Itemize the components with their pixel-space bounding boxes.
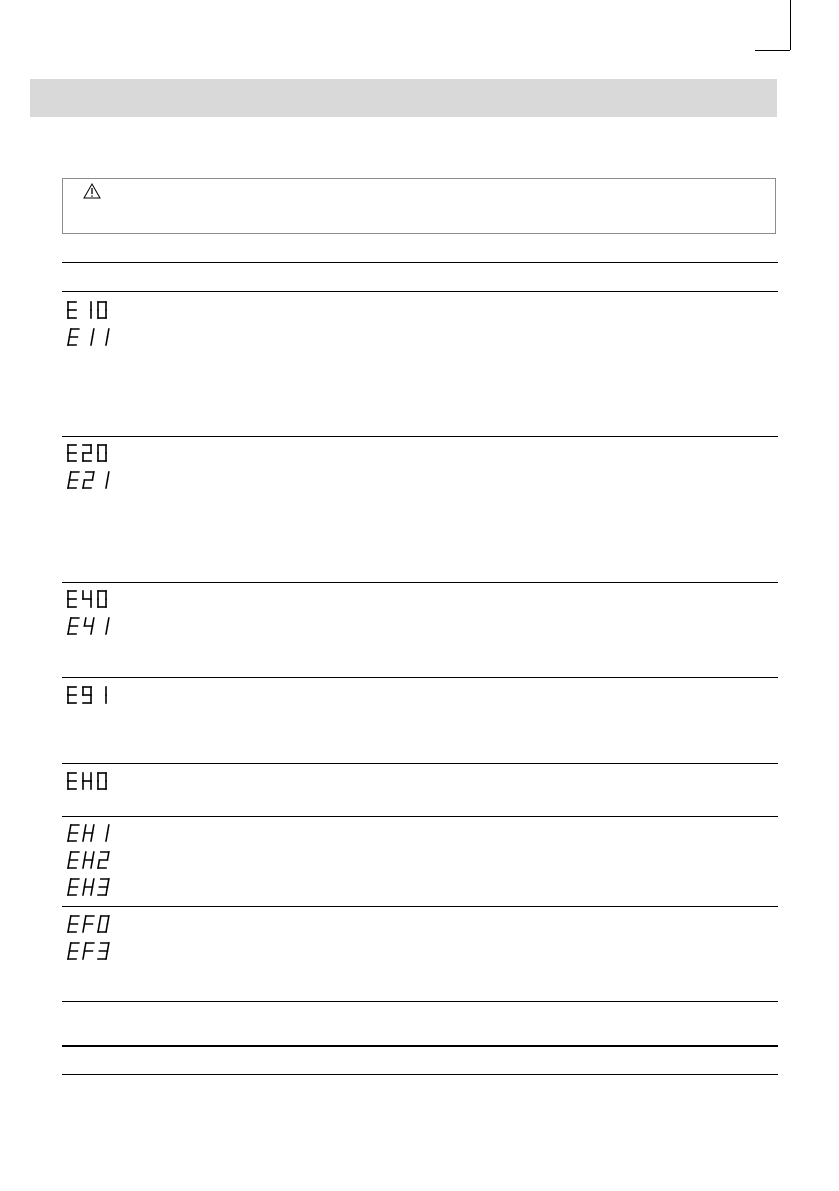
error-code-display bbox=[67, 878, 116, 897]
glyph-segment bbox=[106, 626, 107, 634]
error-code-glyph bbox=[67, 444, 116, 463]
glyph-segment bbox=[92, 472, 93, 480]
error-code-glyph bbox=[67, 301, 116, 320]
glyph-segment bbox=[83, 887, 84, 895]
glyph-segment bbox=[69, 916, 70, 924]
glyph-segment bbox=[84, 825, 85, 833]
glyph-segment bbox=[84, 618, 85, 626]
glyph-segment bbox=[69, 329, 70, 337]
glyph-segment bbox=[69, 618, 70, 626]
glyph-segment bbox=[106, 924, 107, 932]
crop-mark-vertical bbox=[790, 0, 791, 50]
glyph-segment bbox=[107, 879, 108, 887]
glyph-segment bbox=[91, 337, 92, 345]
warning-triangle-icon bbox=[83, 183, 101, 204]
glyph-segment bbox=[92, 329, 93, 337]
error-code-glyph bbox=[67, 590, 116, 609]
error-code-glyph bbox=[67, 878, 116, 897]
error-code-display bbox=[67, 328, 116, 347]
error-code-glyph bbox=[67, 617, 116, 636]
error-code-glyph bbox=[67, 851, 116, 870]
glyph-segment bbox=[107, 916, 108, 924]
table-header-rule bbox=[62, 291, 778, 292]
glyph-segment bbox=[107, 943, 108, 951]
glyph-segment bbox=[106, 951, 107, 959]
glyph-segment bbox=[68, 337, 69, 345]
error-code-display bbox=[67, 686, 116, 705]
glyph-segment bbox=[91, 860, 92, 868]
table-bottom-rule bbox=[62, 1045, 778, 1047]
glyph-segment bbox=[68, 480, 69, 488]
glyph-segment bbox=[68, 860, 69, 868]
section-header-band bbox=[30, 79, 777, 117]
glyph-segment bbox=[84, 852, 85, 860]
glyph-segment bbox=[91, 626, 92, 634]
row-divider bbox=[62, 763, 778, 764]
glyph-segment bbox=[83, 924, 84, 932]
row-divider bbox=[62, 582, 778, 583]
glyph-segment bbox=[91, 833, 92, 841]
glyph-segment bbox=[83, 860, 84, 868]
glyph-segment bbox=[106, 337, 107, 345]
row-divider bbox=[62, 677, 778, 678]
glyph-segment bbox=[106, 887, 107, 895]
glyph-segment bbox=[69, 943, 70, 951]
error-code-glyph bbox=[67, 824, 116, 843]
glyph-segment bbox=[68, 833, 69, 841]
error-code-display bbox=[67, 851, 116, 870]
glyph-segment bbox=[69, 472, 70, 480]
error-code-glyph bbox=[67, 772, 116, 791]
error-code-display bbox=[67, 590, 116, 609]
error-code-glyph bbox=[67, 328, 116, 347]
glyph-segment bbox=[83, 480, 84, 488]
error-code-display bbox=[67, 772, 116, 791]
error-code-display bbox=[67, 471, 116, 490]
glyph-segment bbox=[83, 833, 84, 841]
table-top-rule bbox=[62, 262, 778, 263]
error-code-display bbox=[67, 301, 116, 320]
glyph-segment bbox=[92, 879, 93, 887]
glyph-segment bbox=[99, 916, 100, 924]
glyph-segment bbox=[106, 480, 107, 488]
error-code-glyph bbox=[67, 942, 116, 961]
glyph-segment bbox=[106, 833, 107, 841]
crop-mark-horizontal bbox=[755, 50, 790, 51]
glyph-segment bbox=[68, 887, 69, 895]
row-divider bbox=[62, 816, 778, 817]
glyph-segment bbox=[92, 618, 93, 626]
error-code-display bbox=[67, 942, 116, 961]
row-divider bbox=[62, 906, 778, 907]
glyph-segment bbox=[68, 626, 69, 634]
glyph-segment bbox=[68, 924, 69, 932]
glyph-segment bbox=[83, 951, 84, 959]
glyph-segment bbox=[107, 852, 108, 860]
glyph-segment bbox=[107, 825, 108, 833]
footer-rule bbox=[62, 1074, 778, 1075]
error-code-display bbox=[67, 444, 116, 463]
error-code-display bbox=[67, 824, 116, 843]
error-code-display bbox=[67, 915, 116, 934]
glyph-segment bbox=[84, 943, 85, 951]
glyph-segment bbox=[84, 879, 85, 887]
error-code-glyph bbox=[67, 915, 116, 934]
row-divider bbox=[62, 436, 778, 437]
row-divider bbox=[62, 1001, 778, 1002]
glyph-segment bbox=[84, 916, 85, 924]
warning-box bbox=[62, 178, 776, 234]
glyph-segment bbox=[98, 860, 99, 868]
error-code-glyph bbox=[67, 471, 116, 490]
glyph-segment bbox=[91, 887, 92, 895]
glyph-segment bbox=[69, 852, 70, 860]
glyph-segment bbox=[92, 852, 93, 860]
glyph-segment bbox=[92, 825, 93, 833]
glyph-segment bbox=[107, 618, 108, 626]
glyph-segment bbox=[107, 472, 108, 480]
glyph-segment bbox=[69, 879, 70, 887]
glyph-segment bbox=[98, 924, 99, 932]
glyph-segment bbox=[107, 329, 108, 337]
error-code-glyph bbox=[67, 686, 116, 705]
glyph-segment bbox=[68, 951, 69, 959]
glyph-segment bbox=[69, 825, 70, 833]
error-code-display bbox=[67, 617, 116, 636]
